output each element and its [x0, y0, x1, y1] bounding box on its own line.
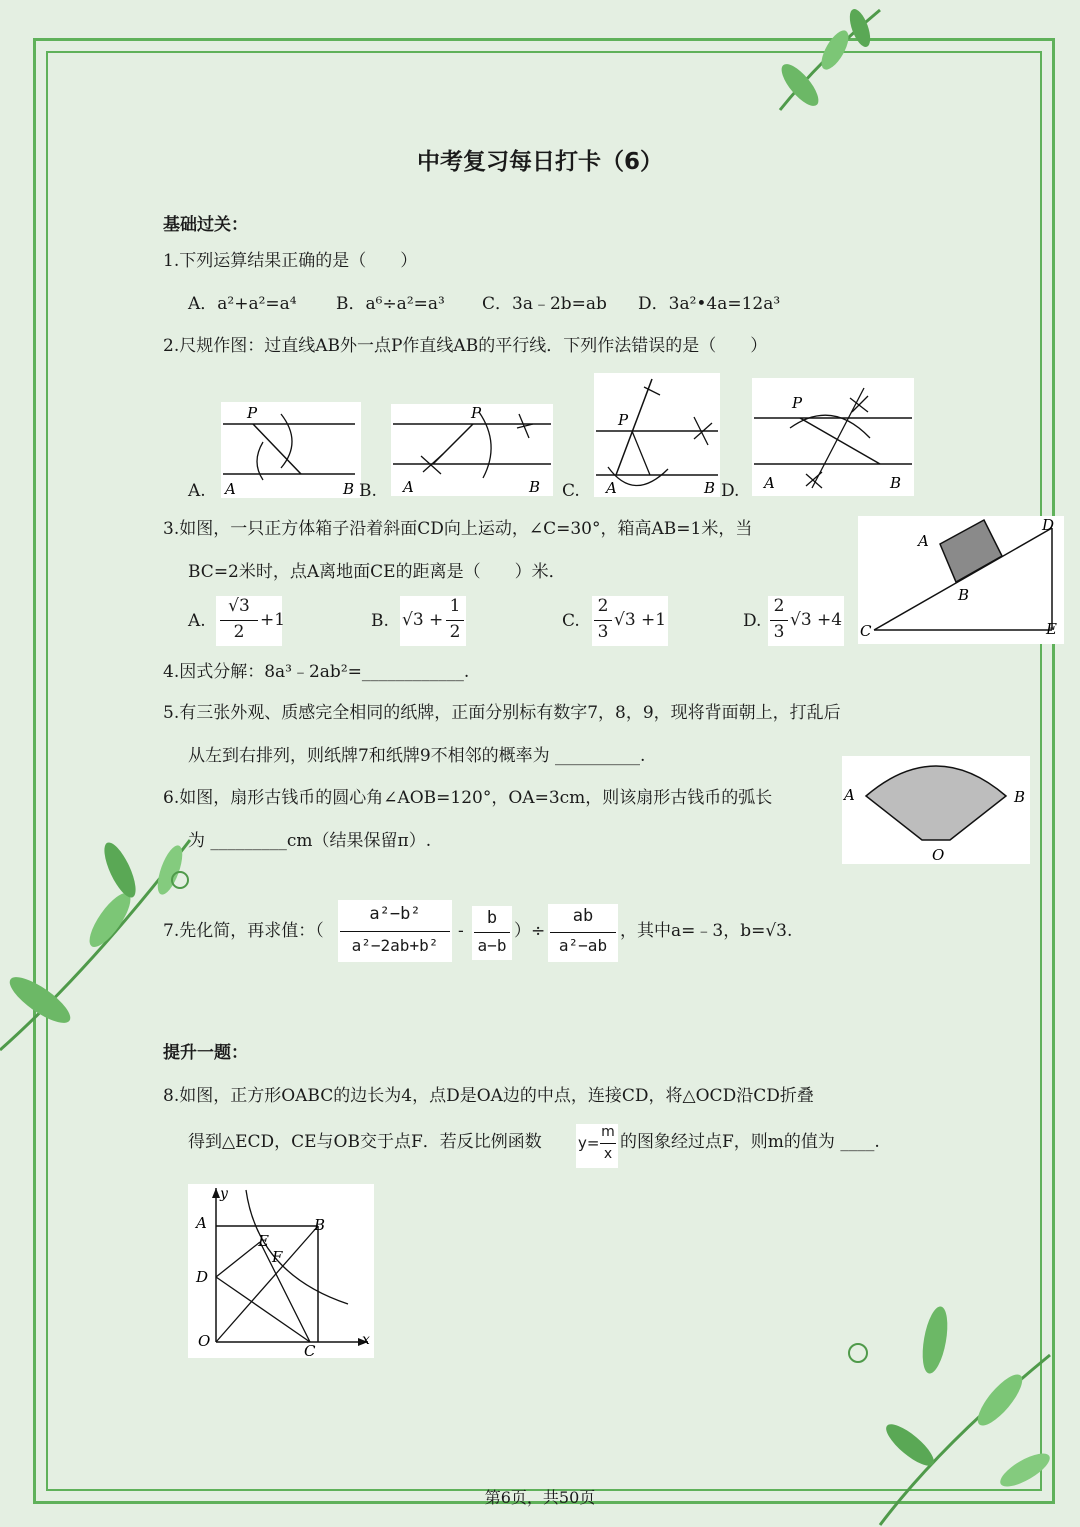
q1-option-a: A．a²+a²=a⁴: [188, 294, 297, 314]
q6-point-o: O: [932, 846, 945, 864]
q8-point-f: F: [272, 1248, 283, 1266]
q3-point-c: C: [860, 622, 872, 640]
q4-stem: 4.因式分解：8a³﹣2ab²=____________.: [163, 662, 470, 682]
q3b-num: 1: [449, 596, 461, 616]
q7-tail: ，其中a=﹣3，b=√3.: [620, 921, 793, 941]
q8-line2-end: 的图象经过点F，则m的值为 ____.: [620, 1132, 880, 1152]
q7f3-bar: [550, 932, 616, 933]
q8-func-num: m: [601, 1124, 615, 1140]
q3-point-e: E: [1046, 620, 1057, 638]
q5-line1: 5.有三张外观、质感完全相同的纸牌，正面分别标有数字7，8，9，现将背面朝上，打乱后: [163, 703, 841, 723]
q7f3-num: ab: [572, 906, 594, 926]
q2d-point-a: A: [764, 474, 775, 492]
q2b-point-p: P: [471, 404, 482, 422]
q2-option-a-label: A.: [188, 481, 206, 501]
q6-line1: 6.如图，扇形古钱币的圆心角∠AOB=120°，OA=3cm，则该扇形古钱币的弧长: [163, 788, 773, 808]
section-advanced-heading: 提升一题：: [163, 1043, 248, 1063]
q8-point-b: B: [314, 1216, 326, 1234]
q1-option-d: D．3a²•4a=12a³: [638, 294, 781, 314]
q3a-den: 2: [233, 622, 245, 642]
q2d-point-b: B: [890, 474, 902, 492]
q2a-point-p: P: [247, 404, 258, 422]
q6-line2: 为 _________cm（结果保留π）.: [188, 831, 432, 851]
q3c-den: 3: [597, 622, 609, 642]
q2-figure-b: [391, 404, 553, 496]
q3d-den: 3: [773, 622, 785, 642]
q3-option-b-label: B.: [371, 611, 389, 631]
q2-figure-d: [752, 378, 914, 496]
q3-point-d: D: [1042, 516, 1055, 534]
q8-func-bar: [600, 1143, 616, 1144]
q8-point-e: E: [258, 1232, 269, 1250]
q2a-point-b: B: [343, 480, 355, 498]
q3-option-d-expr: [768, 596, 844, 646]
page-footer: 第6页，共50页: [484, 1488, 596, 1507]
page-title: 中考复习每日打卡（6）: [416, 149, 663, 175]
q3-option-c-expr: [592, 596, 668, 646]
q3c-num: 2: [597, 596, 609, 616]
q7-divide: ）÷: [514, 921, 546, 941]
q7f2-num: b: [486, 908, 498, 928]
q8-line1: 8.如图，正方形OABC的边长为4，点D是OA边的中点，连接CD，将△OCD沿CD折叠: [163, 1086, 814, 1106]
q3c-tail: √3 +1: [614, 610, 667, 630]
q7f1-den: a²−2ab+b²: [351, 936, 439, 955]
q3-option-c-label: C.: [562, 611, 580, 631]
q3-option-d-label: D.: [743, 611, 762, 631]
q3b-den: 2: [449, 622, 461, 642]
q3-point-a: A: [918, 532, 929, 550]
q3-option-a-expr: [216, 596, 286, 646]
q3a-bar: [220, 620, 258, 621]
q3b-head: √3 +: [402, 610, 444, 630]
q2c-point-b: B: [704, 479, 716, 497]
q3-figure-slope: [858, 516, 1064, 644]
q3-option-b-expr: [400, 596, 466, 646]
q2c-point-a: A: [606, 479, 617, 497]
q3c-bar: [594, 620, 612, 621]
q8-point-c: C: [304, 1342, 316, 1358]
q3d-bar: [770, 620, 788, 621]
leaf-decoration-top-icon: [760, 0, 900, 120]
q3-line2: BC=2米时，点A离地面CE的距离是（ ）米．: [188, 562, 566, 582]
q8-point-a: A: [196, 1214, 207, 1232]
q8-axis-x: x: [362, 1332, 370, 1348]
q3-line1: 3.如图，一只正方体箱子沿着斜面CD向上运动，∠C=30°，箱高AB=1米，当: [163, 519, 753, 539]
q7f1-bar: [340, 931, 450, 932]
q2a-point-a: A: [225, 480, 236, 498]
q7-stem: 7.先化简，再求值：（: [163, 921, 324, 941]
q6-point-b: B: [1014, 788, 1026, 806]
q1-stem: 1.下列运算结果正确的是（ ）: [163, 251, 418, 271]
section-basic-heading: 基础过关：: [163, 215, 248, 235]
q2-figure-c: [594, 373, 720, 497]
q3-option-a-label: A.: [188, 611, 206, 631]
q8-axis-y: y: [220, 1186, 228, 1202]
q2-option-d-label: D.: [721, 481, 740, 501]
q8-figure-square: [188, 1184, 374, 1358]
q6-figure-sector: [842, 756, 1030, 864]
q2c-point-p: P: [618, 411, 629, 429]
q2-option-b-label: B.: [359, 481, 377, 501]
q2d-point-p: P: [792, 394, 803, 412]
q8-func-den: x: [603, 1146, 613, 1162]
q8-point-d: D: [196, 1268, 209, 1286]
q3-point-b: B: [958, 586, 970, 604]
q8-point-o: O: [198, 1332, 211, 1350]
q1-option-c: C．3a﹣2b=ab: [482, 294, 607, 314]
q8-function-expr: [576, 1124, 618, 1168]
q7-fraction-1: [338, 900, 452, 962]
q3a-num: √3: [228, 596, 250, 616]
q3d-num: 2: [773, 596, 785, 616]
q8-line2-start: 得到△ECD，CE与OB交于点F．若反比例函数: [188, 1132, 542, 1152]
q6-point-a: A: [844, 786, 855, 804]
q2-stem: 2.尺规作图：过直线AB外一点P作直线AB的平行线．下列作法错误的是（ ）: [163, 336, 768, 356]
q2-figure-a: [221, 402, 361, 498]
q8-func-lhs: y=: [578, 1134, 600, 1152]
q7f2-den: a−b: [477, 936, 507, 955]
q7-minus: -: [458, 921, 464, 941]
q2b-point-b: B: [529, 478, 541, 496]
q7-fraction-3: [548, 904, 618, 962]
q7f1-num: a²−b²: [369, 904, 421, 924]
q3a-tail: +1: [260, 610, 286, 630]
q3d-tail: √3 +4: [790, 610, 843, 630]
q2-option-c-label: C.: [562, 481, 580, 501]
q2b-point-a: A: [403, 478, 414, 496]
q5-line2: 从左到右排列，则纸牌7和纸牌9不相邻的概率为 __________.: [188, 746, 646, 766]
q3b-bar: [446, 620, 464, 621]
q7f2-bar: [474, 932, 510, 933]
q7-fraction-2: [472, 906, 512, 960]
q7f3-den: a²−ab: [558, 936, 608, 955]
q1-option-b: B．a⁶÷a²=a³: [336, 294, 445, 314]
